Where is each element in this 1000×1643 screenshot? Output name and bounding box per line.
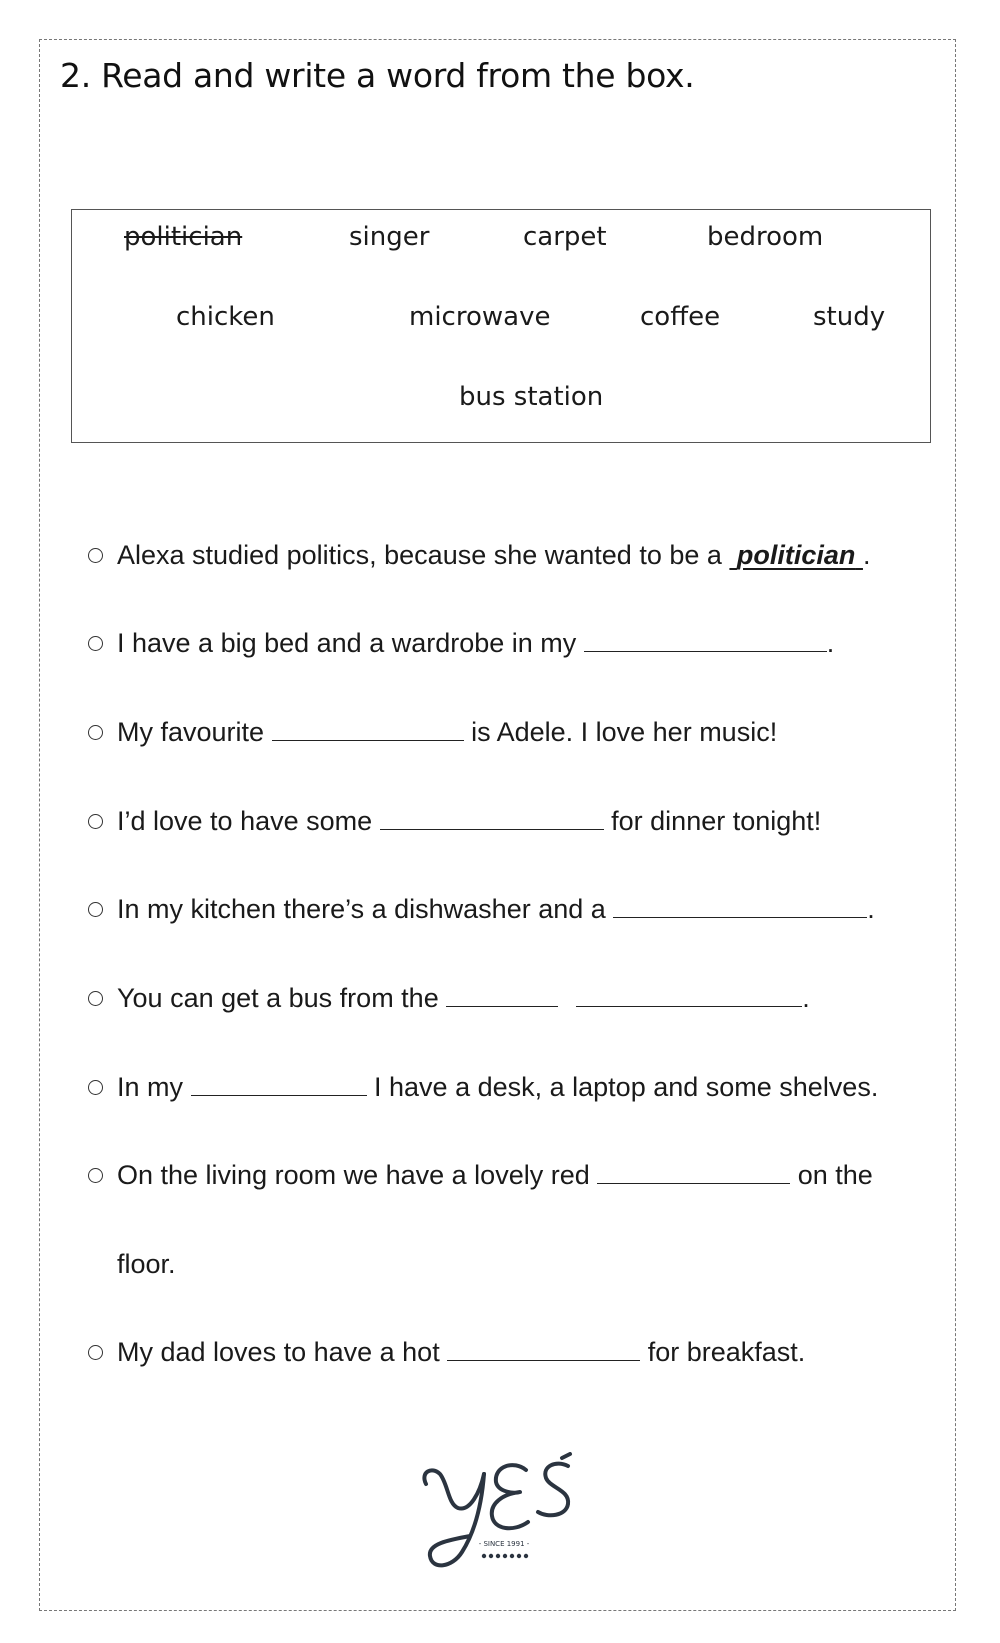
question-text: You can get a bus from the [117,983,447,1013]
question-text: Alexa studied politics, because she wanted to be a [117,540,730,570]
word-box [71,209,931,443]
question-item [88,983,810,1014]
question-item [88,1337,805,1368]
question-text: My dad loves to have a hot [117,1337,448,1367]
word-box-item: coffee [640,302,721,332]
question-text-end: for breakfast. [640,1337,806,1367]
circle-bullet-icon [88,636,103,651]
question-text: I’d love to have some [117,806,380,836]
circle-bullet-icon [88,725,103,740]
answer-blank[interactable] [576,984,802,1007]
question-text-end: . [862,540,871,570]
question-text: My favourite [117,717,272,747]
circle-bullet-icon [88,1168,103,1183]
circle-bullet-icon [88,1345,103,1360]
question-item [88,894,875,925]
question-text-end: is Adele. I love her music! [463,717,778,747]
question-text: On the living room we have a lovely red [117,1160,598,1190]
question-item [88,806,821,837]
circle-bullet-icon [88,1080,103,1095]
question-continuation: floor. [117,1249,176,1279]
word-box-item: chicken [176,302,275,332]
answer-blank[interactable] [597,1161,790,1184]
question-item [88,540,870,571]
question-text-end: I have a desk, a laptop and some shelves. [366,1072,879,1102]
filled-answer[interactable]: politician [736,540,856,570]
word-box-item: bus station [459,382,604,412]
question-text: In my kitchen there’s a dishwasher and a [117,894,614,924]
exercise-title: 2. Read and write a word from the box. [60,56,695,95]
question-item [88,1160,873,1191]
question-item [88,628,834,659]
answer-blank[interactable] [446,984,558,1007]
word-box-item: politician [124,222,243,252]
answer-blank[interactable] [272,718,464,741]
logo-tagline: - SINCE 1991 - [478,1540,530,1548]
question-text-end: on the [790,1160,873,1190]
word-box-item: bedroom [707,222,824,252]
question-text-end: . [826,628,835,658]
word-box-item: study [813,302,886,332]
answer-blank[interactable] [380,807,604,830]
question-text: In my [117,1072,191,1102]
word-box-item: carpet [523,222,607,252]
question-text-end: . [867,894,875,924]
circle-bullet-icon [88,991,103,1006]
answer-blank[interactable] [447,1338,640,1361]
circle-bullet-icon [88,902,103,917]
question-text-end: . [802,983,810,1013]
answer-blank[interactable] [613,895,867,918]
answer-blank[interactable] [191,1073,367,1096]
yes-logo [418,1452,588,1582]
circle-bullet-icon [88,548,103,563]
circle-bullet-icon [88,814,103,829]
question-item [88,717,777,748]
answer-blank[interactable] [584,629,827,652]
question-text: I have a big bed and a wardrobe in my [117,628,584,658]
question-text-end: for dinner tonight! [603,806,822,836]
question-item [88,1072,878,1103]
word-box-item: singer [349,222,430,252]
word-box-item: microwave [409,302,551,332]
